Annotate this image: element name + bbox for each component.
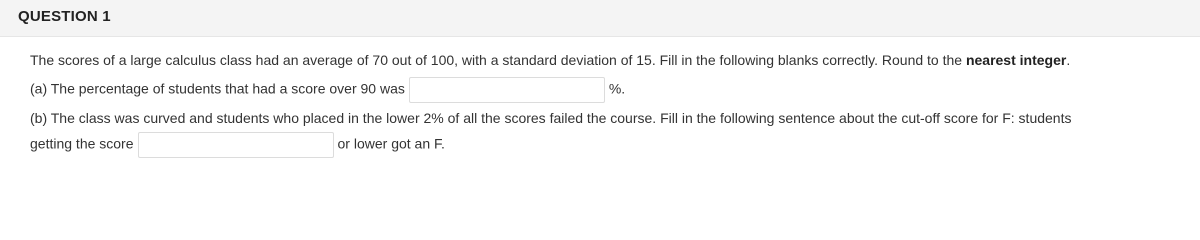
part-a-suffix: %. bbox=[608, 80, 626, 97]
part-a-line bbox=[30, 77, 625, 103]
intro-end: . bbox=[1066, 52, 1071, 68]
question-header bbox=[0, 0, 1200, 37]
part-b-line-2 bbox=[30, 132, 445, 158]
part-a-prefix: (a) The percentage of students that had a score over 90 was bbox=[30, 80, 405, 97]
intro-bold-text: nearest integer bbox=[965, 52, 1067, 68]
question-intro bbox=[30, 50, 1070, 70]
part-b-answer-input[interactable] bbox=[138, 132, 334, 158]
part-b-suffix: or lower got an F. bbox=[337, 135, 445, 152]
part-a-answer-input[interactable] bbox=[409, 77, 605, 103]
part-b-prefix: getting the score bbox=[30, 135, 134, 152]
intro-text: The scores of a large calculus class had an average of 70 out of 100, with a standard deviation of 15. Fill in the following blanks correctly. Round to the bbox=[30, 52, 966, 68]
part-b-line-1: (b) The class was curved and students who placed in the lower 2% of all the scores failed the course. Fill in the following sentence about the cut-off score for F: students bbox=[30, 110, 1072, 126]
question-title: QUESTION 1 bbox=[18, 8, 111, 25]
